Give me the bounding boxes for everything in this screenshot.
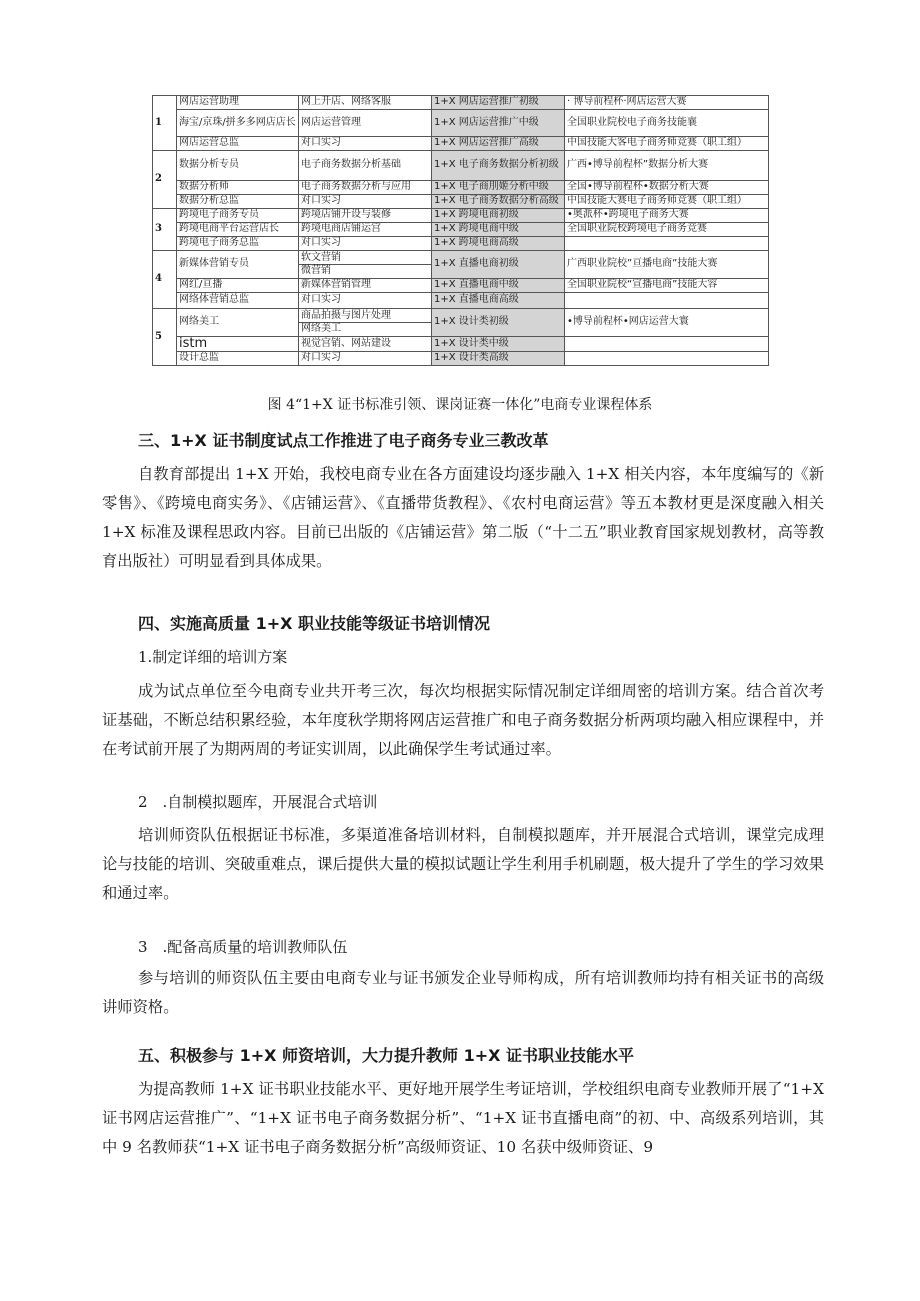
position-cell: 网店运营助理	[177, 96, 299, 110]
table-row	[153, 137, 769, 151]
table-row	[153, 279, 769, 293]
course-cell: 对口实习	[299, 351, 432, 365]
competition-cell: 全国职业院校电子商务技能襄	[565, 110, 769, 137]
section4-sub3: 3 .配备高质量的培训教师队伍	[138, 938, 348, 956]
competition-cell: 广西职业院校”亘播电商”技能大赛	[565, 251, 769, 279]
group-number: 4	[153, 251, 177, 309]
table-row	[153, 223, 769, 237]
position-cell: 网络美工	[177, 309, 299, 337]
course-cell: 跨境店铺开设与装修	[299, 209, 432, 223]
course-cell: 跨境电商店铺运宫	[299, 223, 432, 237]
certificate-cell: 1+X 跨境电商高级	[432, 237, 565, 251]
table-row	[153, 195, 769, 209]
course-line: 软文营销	[301, 252, 341, 263]
competition-cell	[565, 337, 769, 352]
position-cell: 数据分析总监	[177, 195, 299, 209]
course-cell: 网上开店、网络客服	[299, 96, 432, 110]
position-cell: 跨境电商平台运营店长	[177, 223, 299, 237]
course-cell: 对口实习	[299, 195, 432, 209]
certificate-cell: 1+X 网店运营推广初级	[432, 96, 565, 110]
course-cell: 新媒体营销管理	[299, 279, 432, 293]
position-cell: 网络体营销总监	[177, 293, 299, 309]
group-number: 1	[153, 96, 177, 151]
competition-cell: · 博导前程杯·网店运营大赛	[565, 96, 769, 110]
course-cell: 对口实习	[299, 293, 432, 309]
competition-cell: •奥派杯•跨境电子商务大赛	[565, 209, 769, 223]
certificate-cell: 1+X 直播电商初级	[432, 251, 565, 279]
section4-paragraph2: 培训师资队伍根据证书标准，多渠道准备培训材料，自制模拟题库，并开展混合式培训，课堂完成理论与技能的培训、突破重难点，课后提供大量的模拟试题让学生利用手机刷题，极大提升了学生的学习效果和通过率。	[102, 826, 824, 902]
group-number: 5	[153, 309, 177, 366]
table-row	[153, 151, 769, 181]
course-cell: 电子商务数据分析与应用	[299, 181, 432, 195]
certificate-cell: 1+X 网店运营推广中级	[432, 110, 565, 137]
course-line: 网络美工	[299, 322, 431, 335]
table-row	[153, 110, 769, 137]
course-cell: 网店运营管理	[299, 110, 432, 137]
certificate-cell: 1+X 电子商刖姬分析中级	[432, 181, 565, 195]
course-cell: 对口实习	[299, 137, 432, 151]
certificate-cell: 1+X 跨境电商中级	[432, 223, 565, 237]
competition-cell: 全国职业院校“宣播电商”技能大容	[565, 279, 769, 293]
position-cell: 数据分析师	[177, 181, 299, 195]
section4-heading: 四、实施高质量 1+X 职业技能等级证书培训情况	[138, 614, 491, 633]
section5-paragraph: 为提高教师 1+X 证书职业技能水平、更好地开展学生考证培训，学校组织电商专业教师开展了“1+X 证书网店运营推广”、“1+X 证书电子商务数据分析”、“1+X 证书直播电商”的初、中、高级系列培训，其中 9 名教师获“1+X 证书电子商务数据分析”高级师资证、10 名获中级师资证、9	[102, 1080, 824, 1156]
course-cell	[299, 251, 432, 279]
position-cell: 新媒体营销专员	[177, 251, 299, 279]
certificate-cell: 1+X 电子商务数据分析初级	[432, 151, 565, 181]
table-row	[153, 337, 769, 352]
position-cell: istm	[177, 337, 299, 352]
table-row	[153, 309, 769, 337]
course-line: 微营销	[299, 264, 431, 277]
section3-heading: 三、1+X 证书制度试点工作推进了电子商务专业三教改革	[138, 431, 549, 450]
section4-sub1: 1.制定详细的培训方案	[138, 648, 288, 666]
table-row	[153, 351, 769, 365]
position-cell: 数据分析专员	[177, 151, 299, 181]
table-row	[153, 181, 769, 195]
course-cell: 视觉宫销、网站建设	[299, 337, 432, 352]
competition-cell: 全国职业院校跨境电子商务竞赛	[565, 223, 769, 237]
table-row	[153, 96, 769, 110]
position-cell: 网店运营总监	[177, 137, 299, 151]
position-cell: 设计总监	[177, 351, 299, 365]
competition-cell: 全国•博导前程杯•数据分析大赛	[565, 181, 769, 195]
certificate-cell: 1+X 跨境电商初级	[432, 209, 565, 223]
table-row	[153, 293, 769, 309]
group-number: 3	[153, 209, 177, 251]
certificate-cell: 1+X 网店运营推广高级	[432, 137, 565, 151]
section4-paragraph3: 参与培训的师资队伍主要由电商专业与证书颁发企业导师构成，所有培训教师均持有相关证书的高级讲师资格。	[102, 969, 824, 1016]
competition-cell: 中国技能大客电子商务师竞赛（职工组）	[565, 137, 769, 151]
position-cell: 跨境电子商务总监	[177, 237, 299, 251]
competition-cell: •博导前程杯•网店运营大寰	[565, 309, 769, 337]
competition-cell	[565, 293, 769, 309]
course-cell	[299, 309, 432, 337]
group-number: 2	[153, 151, 177, 209]
certificate-cell: 1+X 设计类高级	[432, 351, 565, 365]
table-row	[153, 237, 769, 251]
certificate-cell: 1+X 电子商务数据分析高级	[432, 195, 565, 209]
competition-cell	[565, 237, 769, 251]
competition-cell	[565, 351, 769, 365]
course-cell: 电子商务数据分析基础	[299, 151, 432, 181]
section5-heading: 五、积极参与 1+X 师资培训，大力提升教师 1+X 证书职业技能水平	[138, 1046, 635, 1065]
section4-sub2: 2 .自制模拟题库，开展混合式培训	[138, 793, 378, 811]
position-cell: 网红/亘播	[177, 279, 299, 293]
course-cell: 对口实习	[299, 237, 432, 251]
certificate-cell: 1+X 设计类初级	[432, 309, 565, 337]
section4-paragraph1: 成为试点单位至今电商专业共开考三次，每次均根据实际情况制定详细周密的培训方案。结合首次考证基础，不断总结积累经验，本年度秋学期将网店运营推广和电子商务数据分析两项均融入相应课程中，并在考试前开展了为期两周的考证实训周，以此确保学生考试通过率。	[102, 682, 824, 758]
section3-paragraph: 自教育部提出 1+X 开始，我校电商专业在各方面建设均逐步融入 1+X 相关内容，本年度编写的《新零售》、《跨境电商实务》、《店铺运营》、《直播带货教程》、《农村电商运营》等五本教材更是深度融入相关 1+X 标准及课程思政内容。目前已出版的《店铺运营》第二版（“十二五”职业教育国家规划教材，高等教育出版社）可明显看到具体成果。	[102, 465, 824, 570]
certificate-cell: 1+X 设计类中级	[432, 337, 565, 352]
table-row	[153, 209, 769, 223]
course-system-table	[152, 95, 769, 366]
position-cell: 海宝/京珠/拼多多网店店长	[177, 110, 299, 137]
course-line: 商品拍摄与图片处理	[301, 310, 391, 321]
competition-cell: 中国技能大赛电子商务师竞赛（职工组）	[565, 195, 769, 209]
table-row	[153, 251, 769, 279]
certificate-cell: 1+X 直播电商高级	[432, 293, 565, 309]
certificate-cell: 1+X 直播电商中级	[432, 279, 565, 293]
position-cell: 跨境电子商务专员	[177, 209, 299, 223]
competition-cell: 广西•博导前程杯”数据分析大赛	[565, 151, 769, 181]
figure-caption: 图 4“1+X 证书标准引领、课岗证赛一体化”电商专业课程体系	[267, 397, 653, 413]
